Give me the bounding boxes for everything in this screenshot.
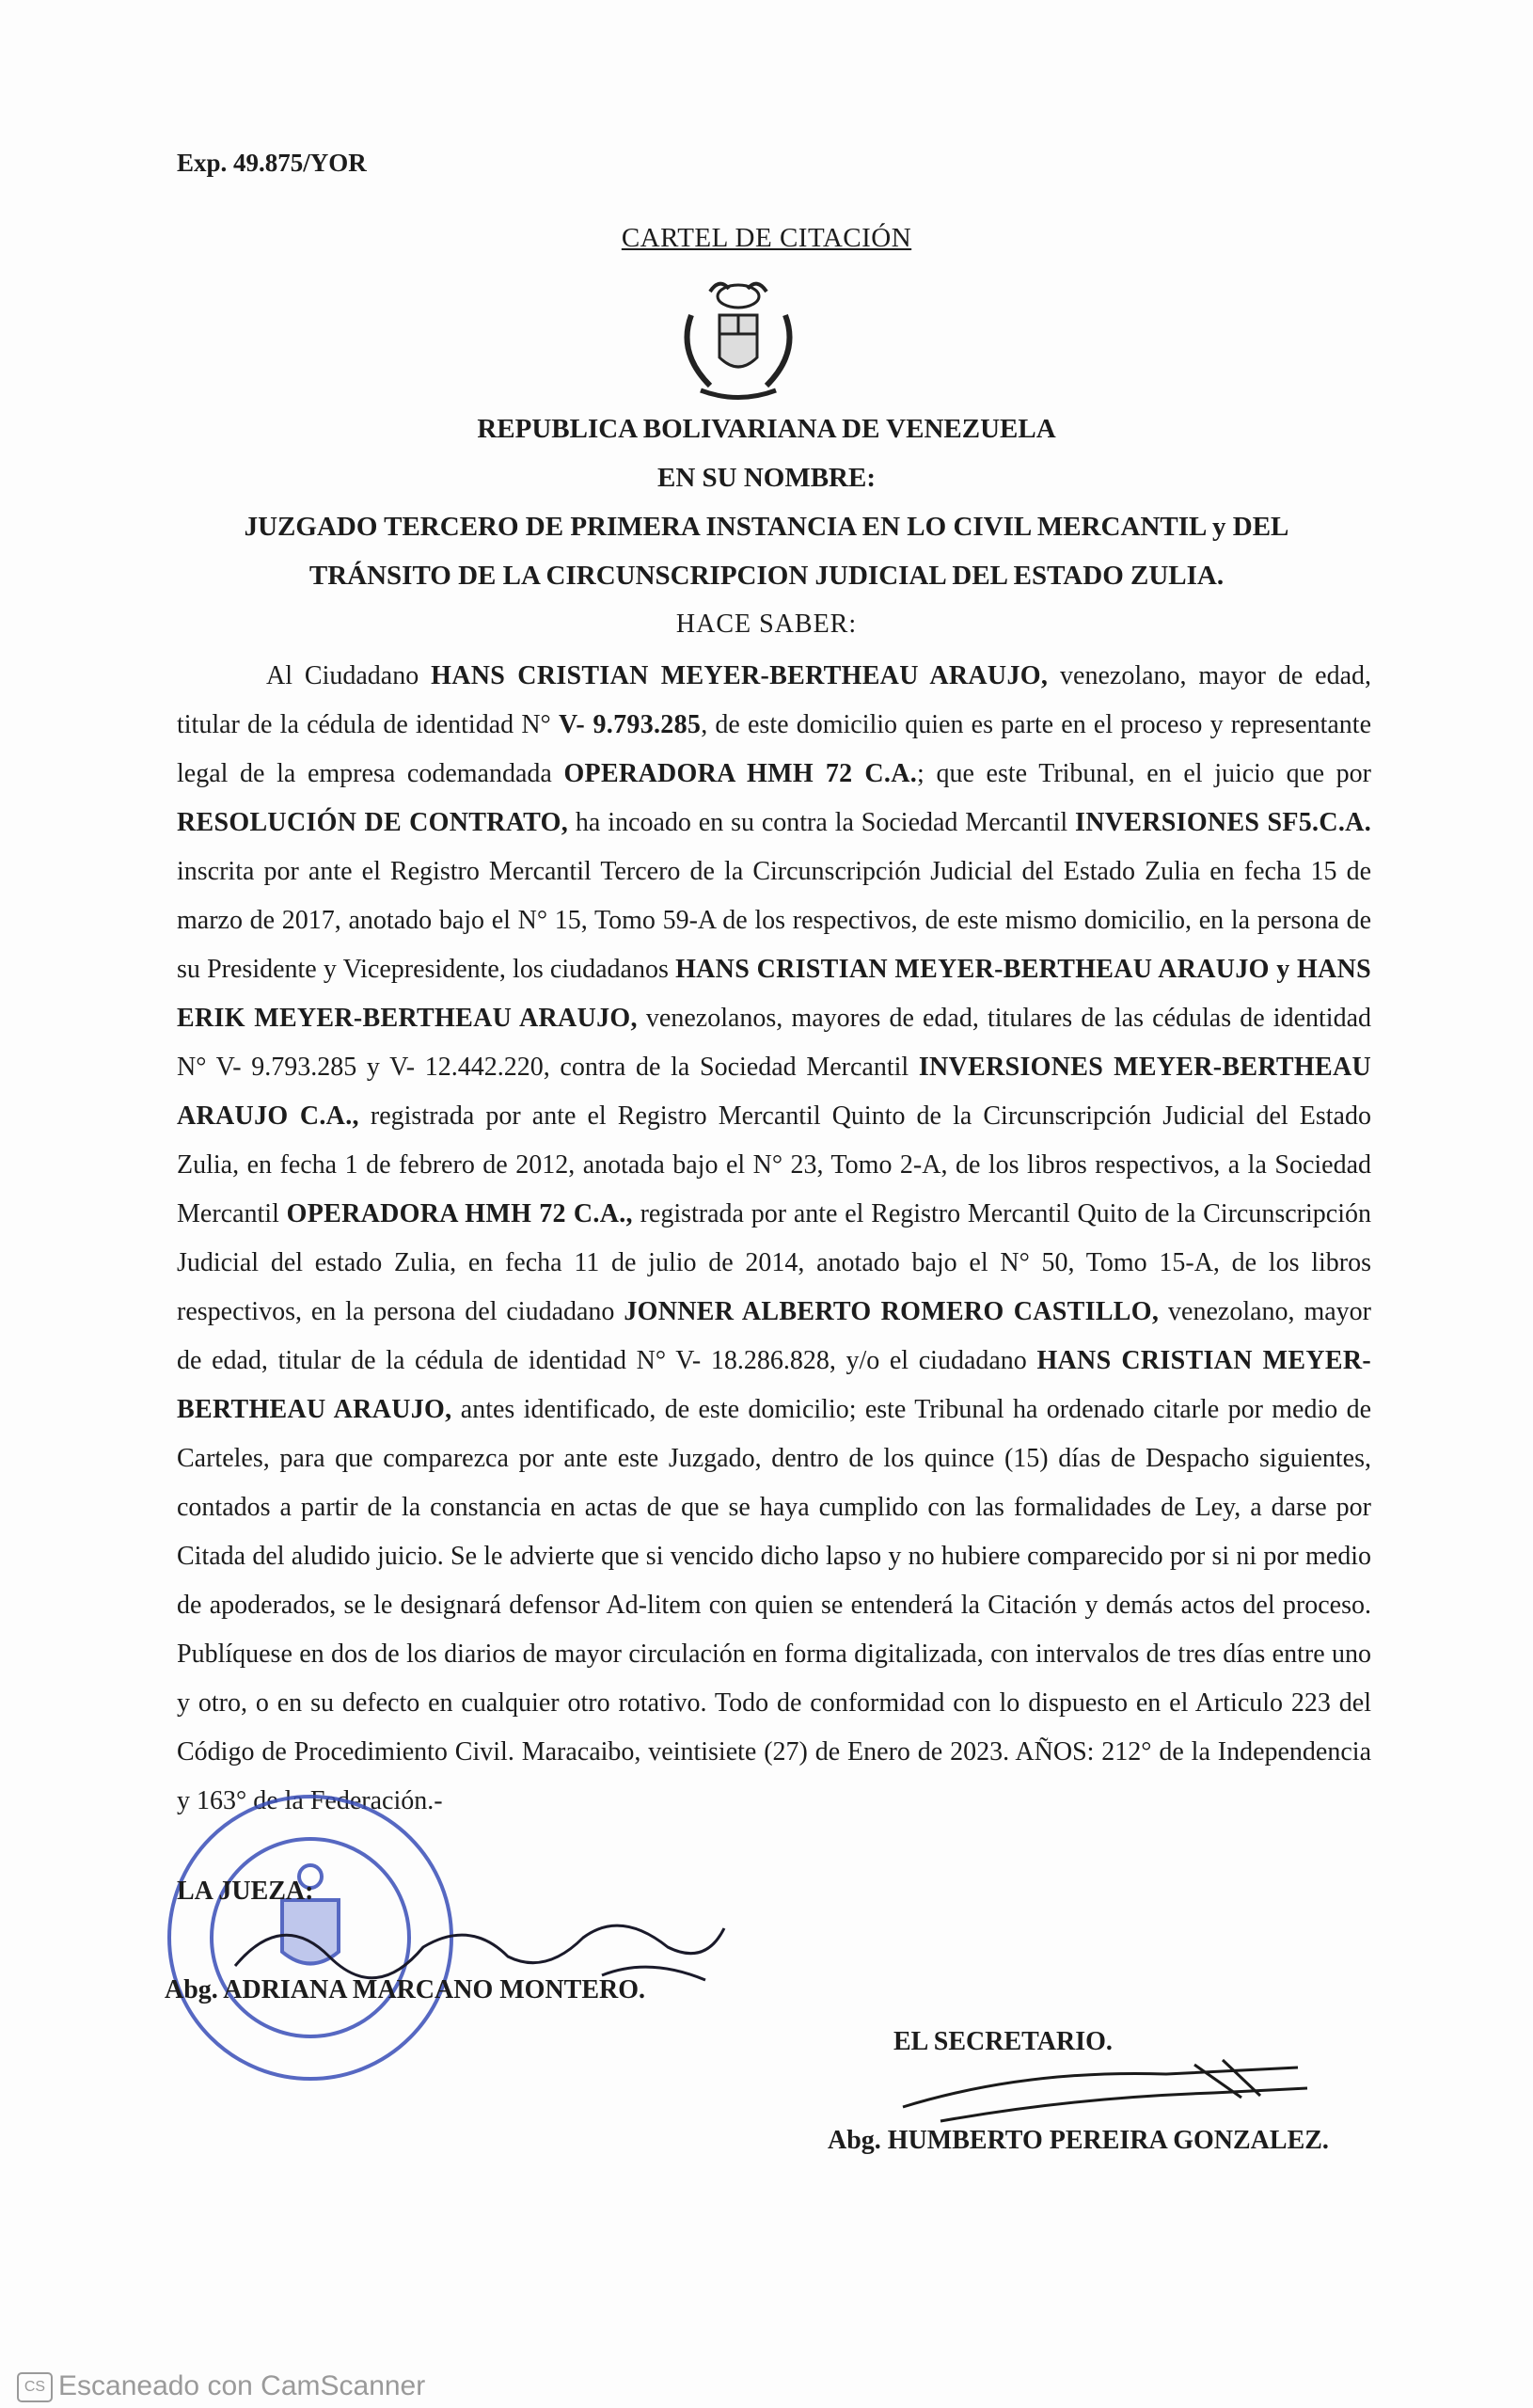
body-bold-segment: RESOLUCIÓN DE CONTRATO, (177, 808, 569, 837)
heading-court-line-1: JUZGADO TERCERO DE PRIMERA INSTANCIA EN LO CIVIL MERCANTIL y DEL (244, 512, 1289, 542)
body-bold-segment: HANS CRISTIAN MEYER-BERTHEAU ARAUJO, (431, 661, 1049, 690)
coat-of-arms-emblem (654, 277, 823, 404)
body-text-segment: venezolano, mayor de edad, titular de la cédula de identidad N° V- 18.286.828, y/o el ciudadano (177, 1297, 1371, 1375)
secretario-label: EL SECRETARIO. (893, 2027, 1113, 2056)
body-text-segment: registrada por ante el Registro Mercantil Quinto de la Circunscripción Judicial del Estado Zulia, en fecha 1 de febrero de 2012, anotada bajo el N° 23, Tomo 2-A, de los libros respectivos, a la Sociedad Mercantil (177, 1101, 1371, 1228)
jueza-name: Abg. ADRIANA MARCANO MONTERO. (165, 1975, 646, 2004)
citation-body (177, 652, 1371, 1826)
body-bold-segment: HANS CRISTIAN MEYER-BERTHEAU ARAUJO y HANS ERIK MEYER-BERTHEAU ARAUJO, (177, 955, 1371, 1033)
secretario-signature (884, 2051, 1326, 2135)
body-bold-segment: V- 9.793.285 (558, 710, 702, 739)
body-bold-segment: HANS CRISTIAN MEYER-BERTHEAU ARAUJO, (177, 1346, 1372, 1424)
heading-court-line-2: TRÁNSITO DE LA CIRCUNSCRIPCION JUDICIAL DEL ESTADO ZULIA. (308, 561, 1225, 591)
body-text-segment: antes identificado, de este domicilio; este Tribunal ha ordenado citarle por medio de Carteles, para que comparezca por ante este Juzgado, dentro de los quince (15) días de Despacho siguientes, contados a partir de la constancia en actas de que se haya cumplido con las formalidades de Ley, a darse por Citada del aludido juicio. Se le advierte que si vencido dicho lapso y no hubiere comparecido por si ni por medio de apoderados, se le designará defensor Ad-litem con quien se entenderá la Citación y demás actos del proceso. Publíquese en dos de los diarios de mayor circulación en forma digitalizada, con intervalos de tres días entre uno y otro, o en su defecto en cualquier otro rotativo. Todo de conformidad con lo dispuesto en el Articulo 223 del Código de Procedimiento Civil. Maracaibo, veintisiete (27) de Enero de 2023. AÑOS: 212° de la Independencia y 163° de la Federación.- (177, 1395, 1371, 1815)
body-bold-segment: OPERADORA HMH 72 C.A., (286, 1199, 633, 1228)
camscanner-watermark (17, 2370, 425, 2402)
body-bold-segment: JONNER ALBERTO ROMERO CASTILLO, (624, 1297, 1160, 1326)
camscanner-icon: CS (17, 2372, 53, 2402)
body-bold-segment: OPERADORA HMH 72 C.A. (563, 759, 918, 788)
expediente-number: Exp. 49.875/YOR (177, 149, 367, 177)
camscanner-text: Escaneado con CamScanner (58, 2370, 426, 2401)
body-bold-segment: INVERSIONES SF5.C.A. (1075, 808, 1371, 837)
heading-republic: REPUBLICA BOLIVARIANA DE VENEZUELA (477, 414, 1056, 444)
body-text-segment: venezolano, mayor de edad, titular de la cédula de identidad N° (177, 661, 1372, 739)
jueza-label: LA JUEZA: (177, 1877, 314, 1906)
secretario-name: Abg. HUMBERTO PEREIRA GONZALEZ. (828, 2126, 1329, 2155)
body-text-segment: Al Ciudadano (266, 661, 432, 690)
body-text-segment: , de este domicilio quien es parte en el proceso y representante legal de la empresa codemandada (177, 710, 1372, 788)
body-text-segment: ; que este Tribunal, en el juicio que por (917, 759, 1371, 788)
heading-en-su-nombre: EN SU NOMBRE: (656, 463, 876, 493)
body-text-segment: ha incoado en su contra la Sociedad Mercantil (568, 808, 1076, 837)
body-text-segment: venezolanos, mayores de edad, titulares de las cédulas de identidad N° V- 9.793.285 y V- 12.442.220, contra de la Sociedad Mercantil (177, 1004, 1371, 1082)
body-bold-segment: INVERSIONES MEYER-BERTHEAU ARAUJO C.A., (177, 1053, 1371, 1131)
document-title: CARTEL DE CITACIÓN (621, 223, 912, 253)
body-text-segment: inscrita por ante el Registro Mercantil Tercero de la Circunscripción Judicial del Estado Zulia en fecha 15 de marzo de 2017, anotado bajo el N° 15, Tomo 59-A de los respectivos, de este mismo domicilio, en la persona de su Presidente y Vicepresidente, los ciudadanos (177, 857, 1371, 984)
body-text-segment: registrada por ante el Registro Mercantil Quito de la Circunscripción Judicial del estado Zulia, en fecha 11 de julio de 2014, anotado bajo el N° 50, Tomo 15-A, de los libros respectivos, en la persona del ciudadano (177, 1199, 1371, 1326)
hace-saber: HACE SABER: (675, 610, 858, 639)
